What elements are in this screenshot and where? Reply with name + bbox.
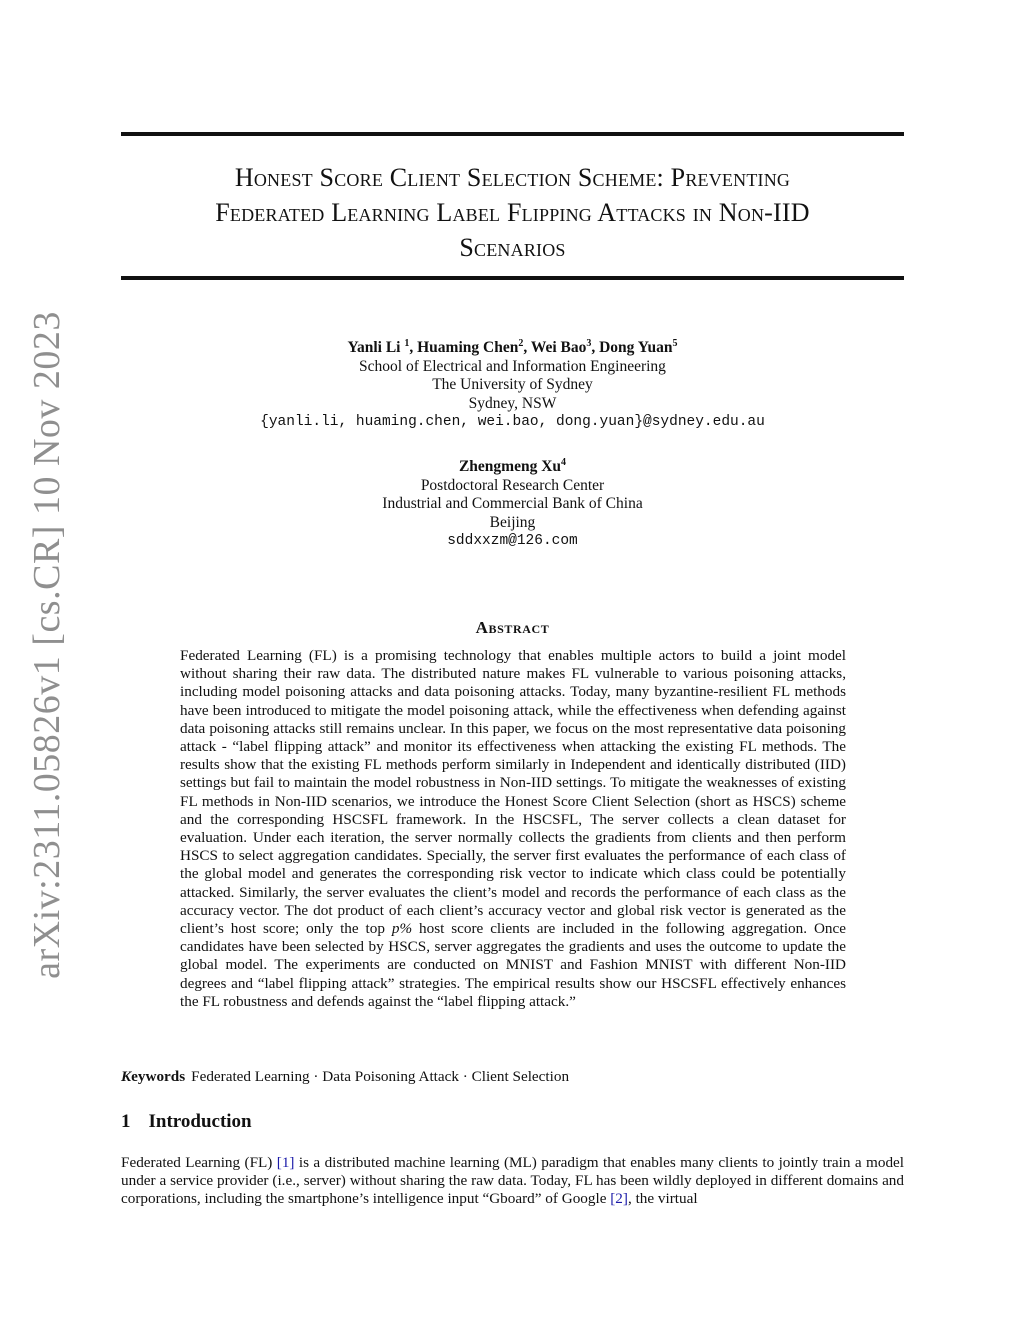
title-rule-top [121,132,904,136]
abstract-p-symbol: p% [391,920,413,938]
section-heading-introduction [121,1111,252,1133]
citation-link[interactable]: [2] [610,1190,628,1208]
author-names [121,458,904,477]
abstract-text [180,647,846,1011]
arxiv-stamp: arXiv:2311.05826v1 [cs.CR] 10 Nov 2023 [26,311,68,979]
section-number: 1 [121,1111,131,1132]
affiliation-line: School of Electrical and Information Engineering [359,357,666,375]
author-affiliation-mark: 2 [518,337,524,349]
paper-title [121,160,904,265]
title-line: Federated Learning Label Flipping Attacks in Non-IID [215,198,810,227]
affiliation-line: The University of Sydney [432,376,593,393]
section-title: Introduction [148,1111,252,1132]
author-email[interactable]: {yanli.li, huaming.chen, wei.bao, dong.yuan}@sydney.edu.au [260,414,765,430]
author-affiliation-mark: 1 [404,337,410,349]
title-line: Scenarios [459,233,566,262]
title-rule-bottom [121,276,904,280]
affiliation-line: Postdoctoral Research Center [420,476,605,494]
abstract-text-part: host score clients are included in the following aggregation. Once candidates have been selected by HSCS, server aggregates the gradients and uses the outcome to update the global model. The experiments are conducted on MNIST and Fashion MNIST with different Non-IID degrees and “label flipping attack” strategies. The empirical results show our HSCSFL effectively enhances the FL robustness and defends against the “label flipping attack.” [180,920,846,1010]
introduction-paragraph: Federated Learning (FL) [1] is a distributed machine learning (ML) paradigm that enables many clients to jointly train a model under a service provider (i.e., server) without sharing the raw data. Today, FL has been wildly deployed in different domains and corporations, including the smartphone’s intelligence input “Gboard” of Google [2], the virtual [121,1154,905,1208]
author-affiliation-mark: 4 [561,456,567,468]
author-name: Wei Bao [530,339,587,356]
author-name: Zhengmeng Xu [458,458,562,475]
author-affiliation-mark: 5 [672,337,678,349]
abstract-text-part: Federated Learning (FL) is a promising technology that enables multiple actors to build a joint model without sharing their raw data. The distributed nature makes FL vulnerable to various poisoning attacks, including model poisoning attacks and data poisoning attacks. Today, many byzantine-resilient FL methods have been introduced to mitigate the model poisoning attack, while the effectiveness when defending against data poisoning attacks still remains unclear. In this paper, we focus on the most representative data poisoning attack - “label flipping attack” and monitor its effectiveness when attacking the existing FL methods. The results show that the existing FL methods perform similarly in Independent and identically distributed (IID) settings but fail to maintain the model robustness in Non-IID settings. To mitigate the weaknesses of existing FL methods in Non-IID scenarios, we introduce the Honest Score Client Selection (short as HSCS) scheme and the corresponding HSCSFL framework. In the HSCSFL, The server collects a clean dataset for evaluation. Under each iteration, the server normally collects the gradients from clients and then perform HSCS to select aggregation candidates. Specially, the server first evaluates the performance of each class of the global model and generates the corresponding risk vector to indicate which class could be potentially attacked. Similarly, the server evaluates the client’s model and records the performance of each class as the accuracy vector. The dot product of each client’s accuracy vector and global risk vector is generated as the client’s host score; only the top [180,647,846,938]
author-names: Yanli Li $^1$, Huaming Chen$^2$, Wei Bao$^3$, Dong Yuan$^5$ [347,337,678,356]
author-block-icbc [121,458,904,551]
author-block-sydney [121,339,904,432]
affiliation-line: Sydney, NSW [468,394,557,412]
author-email[interactable]: sddxxzm@126.com [447,533,578,549]
keywords-label: Keywords [121,1068,186,1085]
abstract-heading: Abstract [475,618,550,637]
affiliation-line: Beijing [489,513,536,531]
author-name: Dong Yuan [599,339,673,356]
keywords-line [121,1067,904,1086]
title-line: Honest Score Client Selection Scheme: Preventing [234,163,791,192]
author-affiliation-mark: 3 [586,337,592,349]
citation-link[interactable]: [1] [276,1154,295,1171]
author-name: Huaming Chen [417,339,519,356]
affiliation-line: Industrial and Commercial Bank of China [382,495,643,512]
keywords-text: Federated Learning · Data Poisoning Attack · Client Selection [191,1068,570,1085]
author-name: Yanli Li [347,339,401,356]
